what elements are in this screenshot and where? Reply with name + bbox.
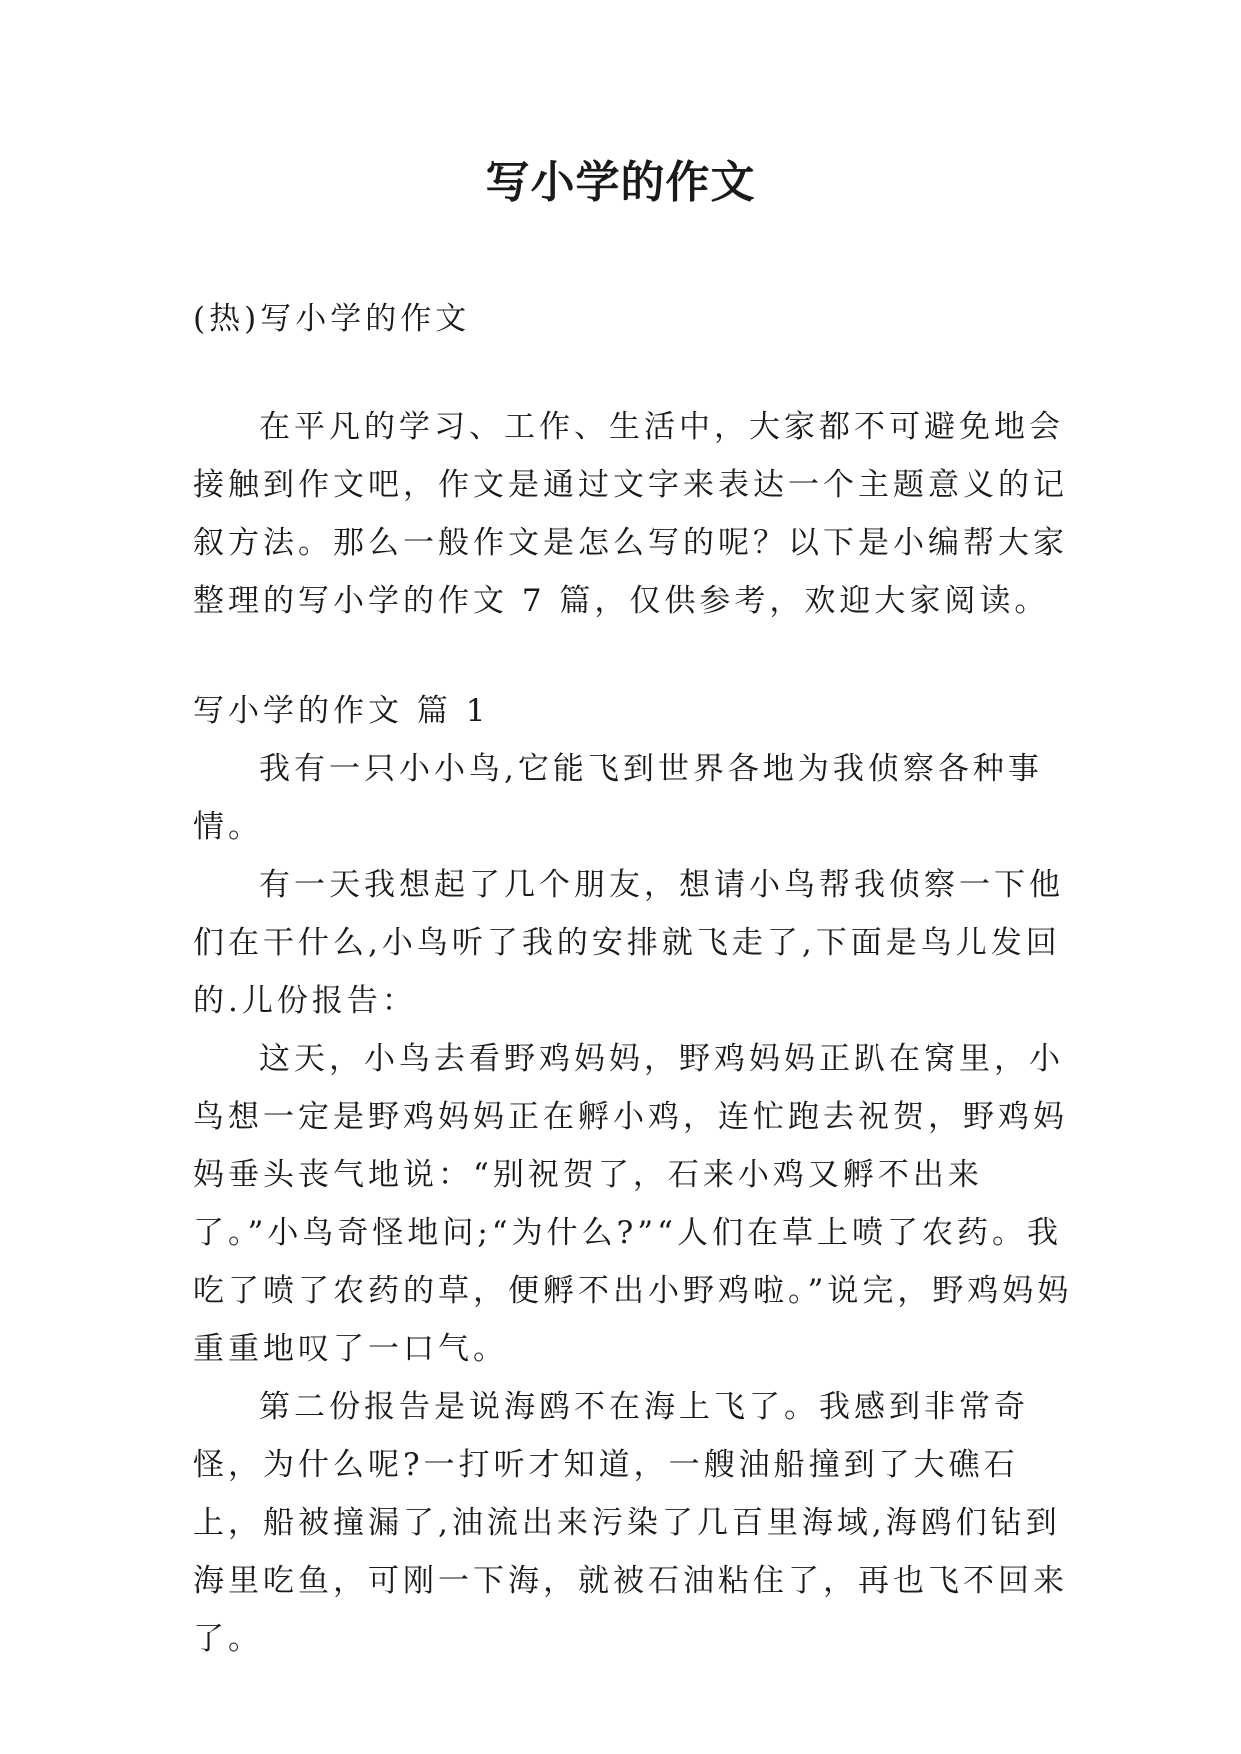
document-subtitle: (热)写小学的作文 (193, 301, 471, 337)
body-paragraph-3: 这天，小鸟去看野鸡妈妈，野鸡妈妈正趴在窝里，小鸟想一定是野鸡妈妈正在孵小鸡，连忙跑去祝贺，野鸡妈妈垂头丧气地说：“别祝贺了，石来小鸡又孵不出来了。”小鸟奇怪地问;“为什么?”“人们在草上喷了农药。我吃了喷了农药的草，便孵不出小野鸡啦。”说完，野鸡妈妈重重地叹了一口气。 (193, 1041, 1073, 1367)
intro-paragraph: 在平凡的学习、工作、生活中，大家都不可避免地会接触到作文吧，作文是通过文字来表达一个主题意义的记叙方法。那么一般作文是怎么写的呢？以下是小编帮大家整理的写小学的作文 7 篇，仅供参考，欢迎大家阅读。 (193, 409, 1068, 619)
body-paragraph-2: 有一天我想起了几个朋友，想请小鸟帮我侦察一下他们在干什么,小鸟听了我的安排就飞走了,下面是鸟儿发回的.儿份报告： (193, 867, 1064, 1019)
document-body (193, 290, 1073, 1668)
body-paragraph-1: 我有一只小小鸟,它能飞到世界各地为我侦察各种事情。 (193, 751, 1043, 845)
section-heading: 写小学的作文 篇 1 (193, 693, 490, 729)
body-paragraph-4: 第二份报告是说海鸥不在海上飞了。我感到非常奇怪，为什么呢?一打听才知道，一艘油船撞到了大礁石上，船被撞漏了,油流出来污染了几百里海域,海鸥们钻到海里吃鱼，可刚一下海，就被石油粘住了，再也飞不回来了。 (193, 1389, 1068, 1657)
document-title: 写小学的作文 (485, 157, 756, 208)
